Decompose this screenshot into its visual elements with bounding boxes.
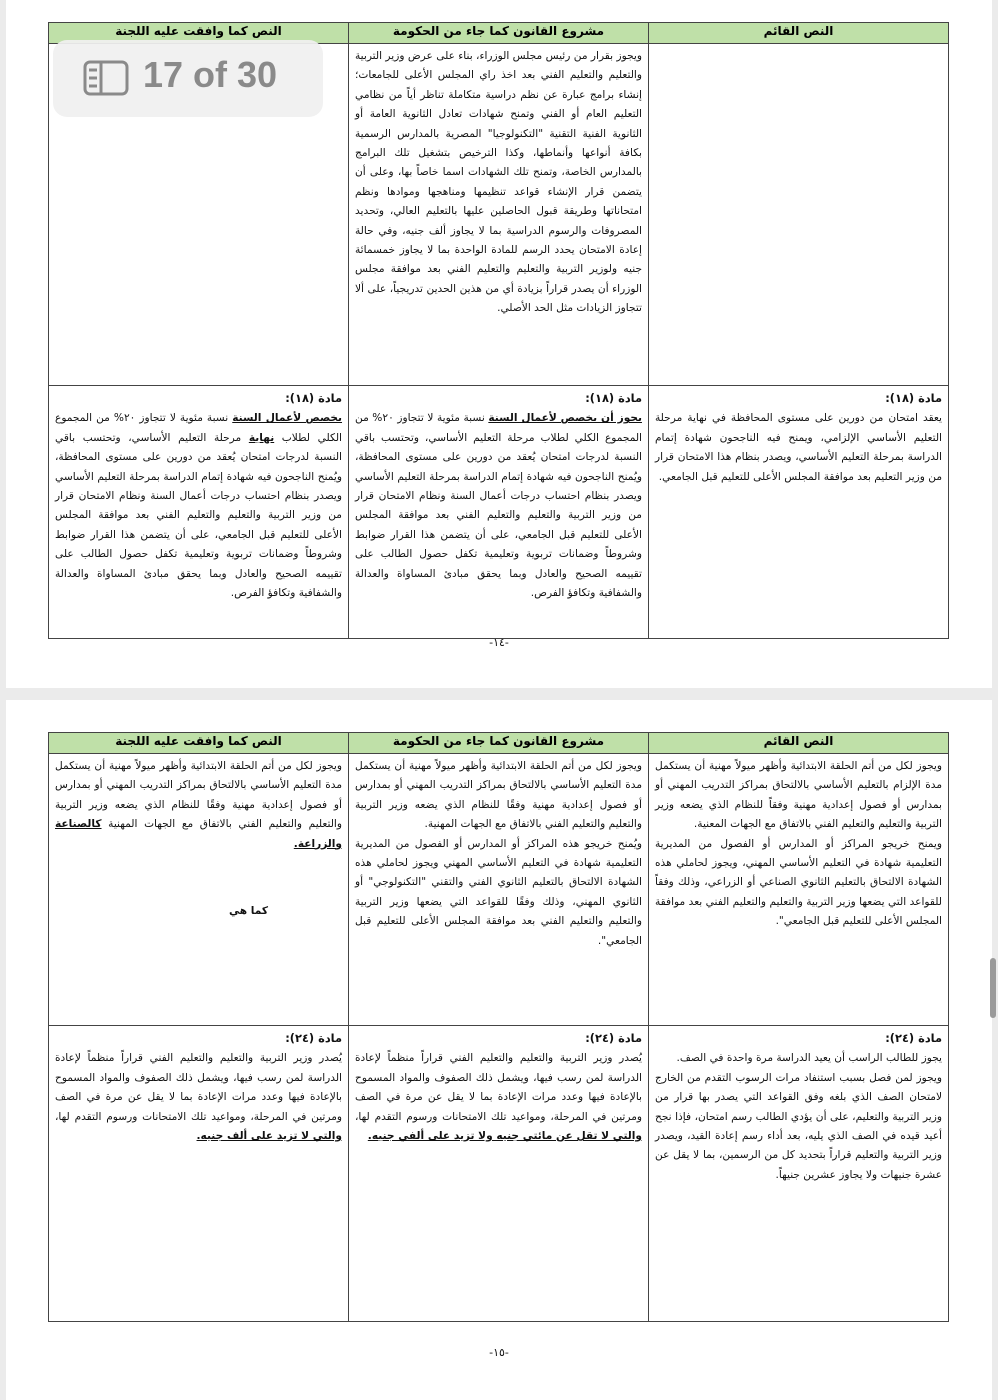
- government-text: يُصدر وزير التربية والتعليم والتعليم الفني قراراً منظماً لإعادة الدراسة لمن رسب فيها، ويشمل ذلك الصفوف والمواد المسموح بالإعادة فيها وعدد مرات الإعادة بما لا يقل عن مرة في الصف ومرتين في المرحلة، ومواعيد تلك الامتحانات ورسوم التقدم لها،: [355, 1052, 642, 1123]
- cell-government: [349, 1026, 649, 1322]
- article-title: مادة (٢٤):: [885, 1031, 942, 1045]
- document-pages-icon: [83, 60, 129, 96]
- table-row: [49, 386, 949, 639]
- article-title: مادة (١٨):: [885, 391, 942, 405]
- emphasized-text: كالصناعة والزراعة.: [55, 818, 342, 850]
- header-committee-text: النص كما وافقت عليه اللجنة: [49, 733, 349, 754]
- emphasized-text: والتي لا تزيد على ألف جنيه.: [196, 1130, 342, 1143]
- emphasized-text: يخصص لأعمال السنة: [232, 412, 343, 425]
- cell-existing: [649, 1026, 949, 1322]
- emphasized-text: نهاية: [248, 431, 275, 444]
- scrollbar-thumb[interactable]: [990, 958, 996, 1018]
- page-indicator[interactable]: [53, 40, 323, 117]
- comparison-table-page-15: [48, 732, 949, 1322]
- emphasized-text: يجوز أن يخصص لأعمال السنة: [488, 412, 642, 425]
- cell-committee: [49, 754, 349, 1026]
- cell-existing: [649, 754, 949, 1026]
- government-text: ويجوز بقرار من رئيس مجلس الوزراء، بناء على عرض وزير التربية والتعليم والتعليم الفني بعد اخذ راي المجلس الأعلى للجامعات؛ إنشاء برامج عبارة عن نظم دراسية متكاملة تناظر أياً من نظامي التعليم العام أو الفني وتمنح شهادات تعادل الثانوية العامة أو الثانوية الفنية التقنية "التكنولوجيا" المصرية بالمدارس الرسمية بكافة أنواعها وأنماطها، وكذا الترخيص بتشغيل تلك البرامج بالمدارس الخاصة، وتمنح تلك الشهادات اسما خاصاً بها، وعلى أن يتضمن قرار الإنشاء قواعد تنظيمها ومناهجها وموادها ونظم امتحاناتها وطريقة قبول الحاصلين عليها بالتعليم العالي، وتحديد المصروفات والرسوم الدراسية بما لا يجاوز ألف جنيه، وفي حالة إعادة الامتحان يحدد الرسم للمادة الواحدة بما لا يجاوز خمسمائة جنيه ولوزير التربية والتعليم والتعليم الفني بعد موافقة مجلس الوزراء أن يصدر قراراً بزيادة أي من هذين الحدين تدريجياً، على ألا تتجاوز الزيادات مثل الحد الأصلي.: [355, 50, 642, 315]
- committee-text: مرحلة التعليم الأساسي، وتحتسب باقي النسبة لدرجات امتحان يُعقد من دورين على مستوى المحافظة، ويُمنح الناجحون فيه شهادة إتمام الدراسة بمرحلة التعليم الأساسي ويصدر بنظام احتساب درجات أعمال السنة ونظام الامتحان قرار من وزير التربية والتعليم والتعليم الفني بعد موافقة المجلس الأعلى للتعليم قبل الجامعي، على أن يتضمن هذا القرار ضوابط وشروطاً وضمانات تربوية وتعليمية تكفل حصول الطالب على تقييمه الصحيح والعادل وبما يحقق مبادئ المساواة والعدالة والشفافية وتكافؤ الفرص.: [55, 431, 342, 600]
- emphasized-text: والتي لا تقل عن مائتي جنيه ولا تزيد على ألفي جنيه.: [367, 1130, 642, 1143]
- table-header-row: [49, 733, 949, 754]
- government-text: ويجوز لكل من أتم الحلقة الابتدائية وأظهر ميولاً مهنية أن يستكمل مدة التعليم الأساسي بالالتحاق بمراكز التدريب المهني أو بمدارس أو فصول إعدادية مهنية وفقًا للنظام الذي يضعه وزير التربية والتعليم والتعليم الفني بالاتفاق مع الجهات المهنية.: [355, 760, 642, 831]
- existing-text: يجوز للطالب الراسب أن يعيد الدراسة مرة واحدة في الصف.: [676, 1052, 942, 1065]
- article-title: مادة (١٨):: [285, 391, 342, 405]
- cell-committee: [49, 1026, 349, 1322]
- cell-existing: [649, 386, 949, 639]
- government-text: ويُمنح خريجو هذه المراكز أو المدارس أو الفصول من المديرية التعليمية شهادة في التعليم الأساسي المهني ويجوز لحاملي هذه الشهادة الالتحاق بالتعليم الثانوي الفني والتقني "التكنولوجي" أو الثانوي المهني، وذلك وفقًا للقواعد التي يضعها وزير التربية والتعليم والتعليم الفني بعد موافقة المجلس الأعلى للتعليم قبل الجامعي".: [355, 837, 642, 947]
- document-page-15: [6, 700, 992, 1400]
- government-text: نسبة مئوية لا تتجاوز ٢٠% من المجموع الكلي لطلاب مرحلة التعليم الأساسي، وتحتسب باقي النسبة لدرجات امتحان يُعقد من دورين على مستوى المحافظة، ويُمنح الناجحون فيه شهادة إتمام الدراسة بمرحلة التعليم الأساسي ويصدر بنظام احتساب درجات أعمال السنة ونظام الامتحان قرار من وزير التربية والتعليم والتعليم الفني بعد موافقة المجلس الأعلى للتعليم قبل الجامعي، على أن يتضمن هذا القرار ضوابط وشروطاً وضمانات تربوية وتعليمية تكفل حصول الطالب على تقييمه الصحيح والعادل وبما يحقق مبادئ المساواة والعدالة والشفافية وتكافؤ الفرص.: [355, 412, 642, 600]
- header-existing-text: النص القائم: [649, 23, 949, 44]
- cell-government: [349, 386, 649, 639]
- article-title: مادة (١٨):: [585, 391, 642, 405]
- existing-text: ويجوز لكل من أتم الحلقة الابتدائية وأظهر ميولاً مهنية أن يستكمل مدة الإلزام بالتعليم الأساسي بالالتحاق بمراكز التدريب المهني أو بمدارس أو فصول إعدادية مهنية وفقاً للنظام الذي يضعه وزير التربية والتعليم والتعليم الفني بالاتفاق مع الجهات المعنية.: [655, 760, 942, 831]
- article-title: مادة (٢٤):: [585, 1031, 642, 1045]
- article-title: مادة (٢٤):: [285, 1031, 342, 1045]
- existing-text: ويجوز لمن فصل بسبب استنفاد مرات الرسوب التقدم من الخارج لامتحان الصف الذي بلغه وفق القواعد التي يصدر بها قرار من وزير التربية والتعليم، على أن يؤدي الطالب رسم امتحان، فإذا نجح أعيد قيده في الصف الذي يليه، بعد أداء رسم إعادة القيد، ويصدر وزير التربية والتعليم قراراً بتحديد كل من الرسمين، بما لا يقل عن عشرة جنيهات ولا يجاوز عشرين جنيهاً.: [655, 1071, 942, 1181]
- as-is-note: كما هي: [229, 905, 268, 918]
- existing-text: يعقد امتحان من دورين على مستوى المحافظة في نهاية مرحلة التعليم الأساسي الإلزامي، ويمنح فيه الناجحون شهادة إتمام الدراسة بمرحلة التعليم الأساسي، ويصدر بنظام هذا الامتحان قرار من وزير التعليم بعد موافقة المجلس الأعلى للتعليم قبل الجامعي.: [655, 412, 942, 483]
- table-row: [49, 754, 949, 1026]
- cell-existing: [649, 44, 949, 386]
- page-indicator-text: 17 of 30: [143, 54, 278, 95]
- existing-text: ويمنح خريجو المراكز أو المدارس أو الفصول من المديرية التعليمية شهادة في التعليم الأساسي المهني، ويجوز لحاملي هذه الشهادة الالتحاق بالتعليم الثانوي الصناعي أو الزراعي، وذلك وفقاً للقواعد التي يضعها وزير التربية والتعليم والتعليم الفني بعد موافقة المجلس الأعلى للتعليم قبل الجامعي".: [655, 837, 942, 928]
- cell-government: [349, 44, 649, 386]
- committee-text: نسبة مئوية لا تتجاوز ٢٠% من المجموع الكلي لطلاب: [55, 412, 342, 444]
- header-existing-text: النص القائم: [649, 733, 949, 754]
- page-number: -١٥-: [489, 1346, 509, 1359]
- page-number: -١٤-: [489, 636, 509, 649]
- header-government-draft: مشروع القانون كما جاء من الحكومة: [349, 23, 649, 44]
- header-government-draft: مشروع القانون كما جاء من الحكومة: [349, 733, 649, 754]
- committee-text: يُصدر وزير التربية والتعليم والتعليم الفني قراراً منظماً لإعادة الدراسة لمن رسب فيها، ويشمل ذلك الصفوف والمواد المسموح بالإعادة فيها وعدد مرات الإعادة بما لا يقل عن مرة في الصف ومرتين في المرحلة، ومواعيد تلك الامتحانات ورسوم التقدم لها،: [55, 1052, 342, 1123]
- cell-committee: [49, 386, 349, 639]
- cell-government: [349, 754, 649, 1026]
- header-committee-text: النص كما وافقت عليه اللجنة: [49, 23, 349, 44]
- table-row: [49, 1026, 949, 1322]
- committee-text: ويجوز لكل من أتم الحلقة الابتدائية وأظهر ميولاً مهنية أن يستكمل مدة التعليم الأساسي بالالتحاق بمراكز التدريب المهني أو بمدارس أو فصول إعدادية مهنية وفقًا للنظام الذي يضعه وزير التربية والتعليم والتعليم الفني بالاتفاق مع الجهات المهنية: [55, 760, 342, 831]
